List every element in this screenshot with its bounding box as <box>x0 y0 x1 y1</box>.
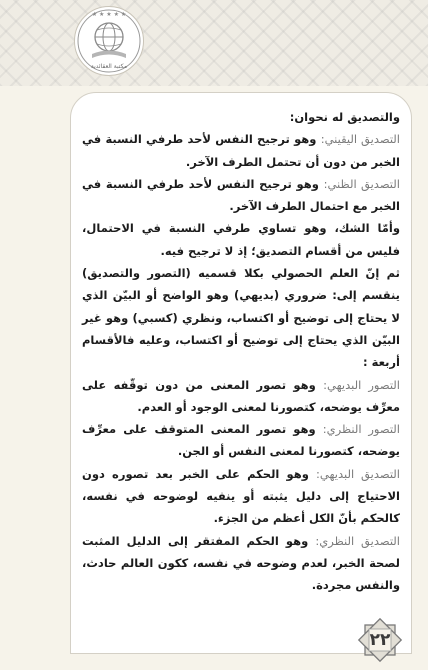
paragraph-presumptive-assent <box>82 173 400 218</box>
svg-text:★ ★ ★ ★ ★: ★ ★ ★ ★ ★ <box>91 11 127 18</box>
paragraph-self-evident-assent <box>82 463 400 530</box>
term-self-evident-assent: التصديق البديهي: <box>316 466 401 481</box>
intro-line: والتصديق له نحوان: <box>289 110 400 124</box>
term-presumptive-assent: التصديق الظني: <box>323 176 400 191</box>
paragraph-theoretical-conception <box>82 418 400 463</box>
body-text <box>82 106 400 597</box>
paragraph-doubt: وأمّا الشك، وهو تساوي طرفي النسبة في الاحتمال، فليس من أقسام التصديق؛ إذ لا ترجيح فيه. <box>82 221 400 258</box>
logo-label: مكتبة العقائدية <box>90 63 128 70</box>
term-theoretical-assent: التصديق النظري: <box>315 533 400 548</box>
definition-self-evident-assent: وهو الحكم على الخبر بعد تصوره دون الاحتياج إلى دليل يثبته أو ينفيه لوضوحه في نفسه، كالحكم بأنّ الكل أعظم من الجزء. <box>82 466 400 526</box>
paragraph-self-evident-conception <box>82 374 400 419</box>
term-certain-assent: التصديق اليقيني: <box>320 132 400 147</box>
definition-theoretical-conception: وهو تصور المعنى المتوقف على معرِّف يوضحه، كتصورنا لمعنى النفس أو الجن. <box>82 422 400 459</box>
publisher-logo <box>74 6 144 76</box>
definition-presumptive-assent: وهو ترجيح النفس لأحد طرفي النسبة في الخبر مع احتمال الطرف الآخر. <box>82 176 400 214</box>
page-number-badge <box>356 616 404 664</box>
page-number: ٢٢ <box>369 630 391 650</box>
term-self-evident-conception: التصور البديهي: <box>323 377 400 392</box>
paragraph-theoretical-assent <box>82 530 400 597</box>
paragraph-division: ثم إنّ العلم الحصولي بكلا قسميه (التصور والتصديق) ينقسم إلى: ضروري (بديهي) وهو الواضح أو البيّن الذي لا يحتاج إلى توضيح أو اكتساب، ونظري (كسبي) وهو غير البيّن الذي يحتاج إلى توضيح أو اكتساب، وعليه فالأقسام أربعة : <box>82 266 400 370</box>
definition-self-evident-conception: وهو تصور المعنى من دون توقّفه على معرِّف يوضحه، كتصورنا لمعنى الوجود أو العدم. <box>82 377 400 414</box>
definition-theoretical-assent: وهو الحكم المفتقر إلى الدليل المثبت لصحة الخبر، لعدم وضوحه في نفسه، ككون العالم حادث، والنفس مجردة. <box>82 533 400 593</box>
decorative-header-band <box>0 0 428 86</box>
definition-certain-assent: وهو ترجيح النفس لأحد طرفي النسبة في الخبر من دون أن تحتمل الطرف الآخر. <box>82 132 400 169</box>
paragraph-certain-assent <box>82 128 400 173</box>
term-theoretical-conception: التصور النظري: <box>322 422 400 437</box>
